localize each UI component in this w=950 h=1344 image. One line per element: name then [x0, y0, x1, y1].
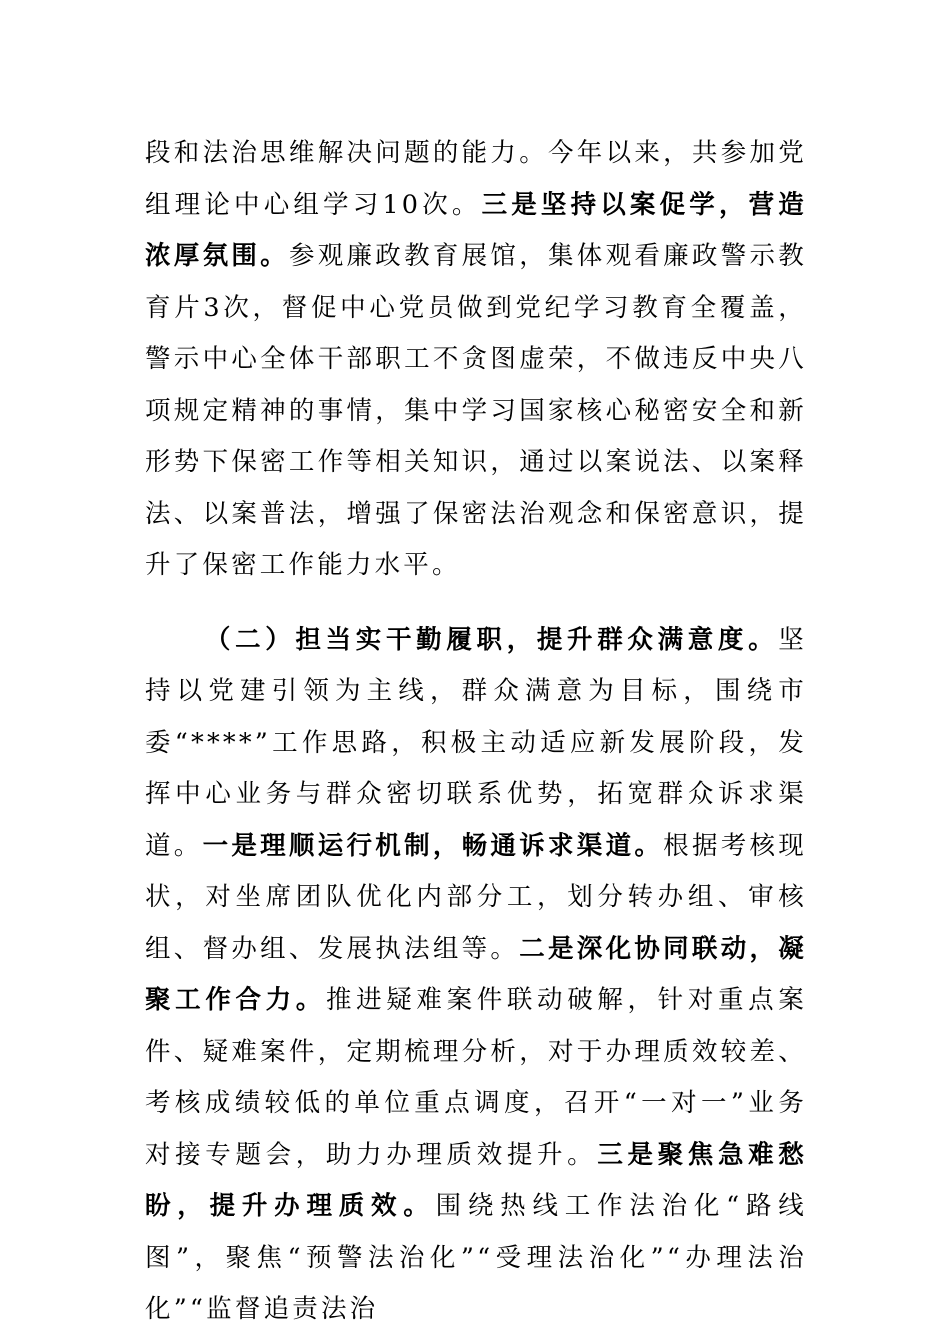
text-run: 参观廉政教育展馆，集体观看廉政警示教育片3次，督促中心党员做到党纪学习教育全覆盖，警示中心全体干部职工不贪图虚荣，不做违反中央八项规定精神的事情，集中学习国家核心秘密安全和新形势下保密工作等相关知识，通过以案说法、以案释法、以案普法，增强了保密法治观念和保密意识，提升了保密工作能力水平。 — [145, 241, 807, 580]
text-run: 推进疑难案件联动破解，针对重点案件、疑难案件，定期梳理分析，对于办理质效较差、考核成绩较低的单位重点调度，召开“一对一”业务对接专题会，助力办理质效提升。 — [145, 985, 808, 1170]
bold-heading-run: 一是理顺运行机制，畅通诉求渠道。 — [202, 830, 664, 861]
text-run: 坚持以党建引领为主线，群众满意为目标，围绕市委“****”工作思路，积极主动适应新发展阶段，发挥中心业务与群众密切联系优势，拓宽群众诉求渠道。 — [145, 624, 807, 861]
text-run: 段和法治思维解决问题的能力。今年以来，共参加党组理论中心组学习10次。 — [145, 138, 807, 220]
text-run: 根据考核现状，对坐席团队优化内部分工，划分转办组、审核组、督办组、发展执法组等。 — [145, 830, 807, 964]
paragraph-study — [145, 128, 807, 592]
bold-heading-run: 二是深化协同联动，凝聚工作合力。 — [145, 933, 807, 1015]
bold-heading-run: 三是坚持以案促学，营造浓厚氛围。 — [145, 189, 807, 271]
paragraph-section-2 — [145, 615, 807, 1336]
text-run: 围绕热线工作法治化“路线图”，聚焦“预警法治化”“受理法治化”“办理法治化”“监督追责法治 — [145, 1191, 807, 1324]
bold-heading-run: 三是聚焦急难愁盼，提升办理质效。 — [145, 1139, 807, 1221]
section-heading-run: （二）担当实干勤履职，提升群众满意度。 — [204, 624, 779, 655]
